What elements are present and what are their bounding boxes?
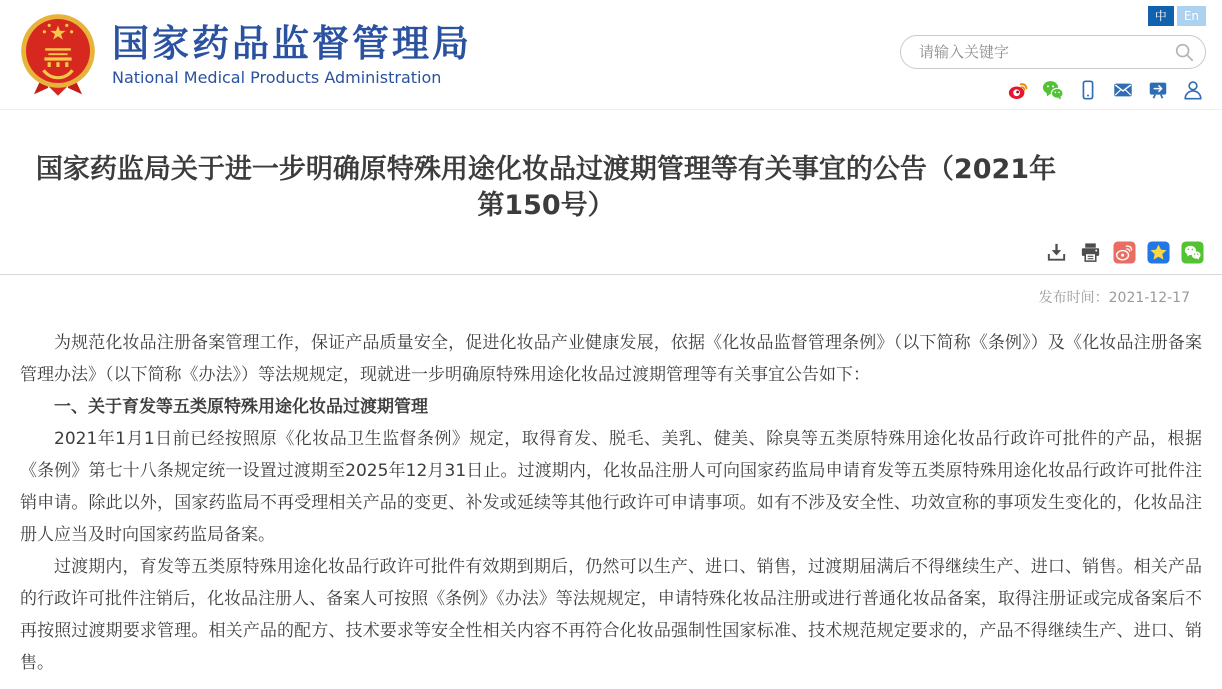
search-icon[interactable] (1173, 41, 1195, 63)
header-right (900, 6, 1206, 101)
email-icon[interactable] (1112, 79, 1134, 101)
wechat-icon[interactable] (1042, 79, 1064, 101)
paragraph: 2021年1月1日前已经按照原《化妆品卫生监督条例》规定，取得育发、脱毛、美乳、健美、除臭等五类原特殊用途化妆品行政许可批件的产品，根据《条例》第七十八条规定统一设置过渡期至2025年12月31日止。过渡期内，化妆品注册人可向国家药监局申请育发等五类原特殊用途化妆品行政许可批件注销申请。除此以外，国家药监局不再受理相关产品的变更、补发或延续等其他行政许可申请事项。如有不涉及安全性、功效宣称的事项发生变化的，化妆品注册人应当及时向国家药监局备案。 (20, 428, 1202, 545)
paragraph: 为规范化妆品注册备案管理工作，保证产品质量安全，促进化妆品产业健康发展，依据《化妆品监督管理条例》（以下简称《条例》）及《化妆品注册备案管理办法》（以下简称《办法》）等法规规定，现就进一步明确原特殊用途化妆品过渡期管理等有关事宜公告如下： (20, 332, 1202, 385)
publish-date-label: 发布时间： (1038, 289, 1109, 306)
site-title-zh: 国家药品监督管理局 (112, 21, 472, 65)
language-switch (1148, 6, 1206, 26)
message-board-icon[interactable] (1147, 79, 1169, 101)
print-icon[interactable] (1079, 241, 1102, 264)
lang-en-button[interactable]: En (1177, 6, 1206, 26)
section-heading: 一、关于育发等五类原特殊用途化妆品过渡期管理 (54, 396, 428, 417)
social-icon-row (1007, 79, 1206, 101)
article-title: 国家药监局关于进一步明确原特殊用途化妆品过渡期管理等有关事宜的公告（2021年 第150号） (35, 154, 1057, 222)
search-box (900, 35, 1206, 69)
article-body (0, 307, 1222, 689)
weibo-icon[interactable] (1007, 79, 1029, 101)
mobile-icon[interactable] (1077, 79, 1099, 101)
share-weibo-icon[interactable] (1113, 241, 1136, 264)
share-wechat-icon[interactable] (1181, 241, 1204, 264)
paragraph: 过渡期内，育发等五类原特殊用途化妆品行政许可批件有效期到期后，仍然可以生产、进口、销售，过渡期届满后不得继续生产、进口、销售。相关产品的行政许可批件注销后，化妆品注册人、备案人可按照《条例》《办法》等法规规定，申请特殊化妆品注册或进行普通化妆品备案，取得注册证或完成备案后不再按照过渡期要求管理。相关产品的配方、技术要求等安全性相关内容不再符合化妆品强制性国家标准、技术规范规定要求的，产品不得继续生产、进口、销售。 (20, 556, 1202, 673)
share-qzone-icon[interactable] (1147, 241, 1170, 264)
nmpa-logo[interactable] (18, 12, 472, 98)
logo-text (112, 23, 472, 88)
article-page (0, 110, 1222, 689)
site-header (0, 0, 1222, 110)
article-toolbar (0, 225, 1222, 274)
search-input[interactable] (917, 42, 1173, 62)
download-icon[interactable] (1045, 241, 1068, 264)
user-icon[interactable] (1182, 79, 1204, 101)
site-title-en: National Medical Products Administration (112, 68, 442, 88)
lang-zh-button[interactable]: 中 (1148, 6, 1174, 26)
publish-date-value: 2021-12-17 (1108, 289, 1190, 306)
title-row (0, 110, 1222, 225)
publish-date-row (0, 275, 1222, 307)
national-emblem-icon (18, 12, 98, 98)
